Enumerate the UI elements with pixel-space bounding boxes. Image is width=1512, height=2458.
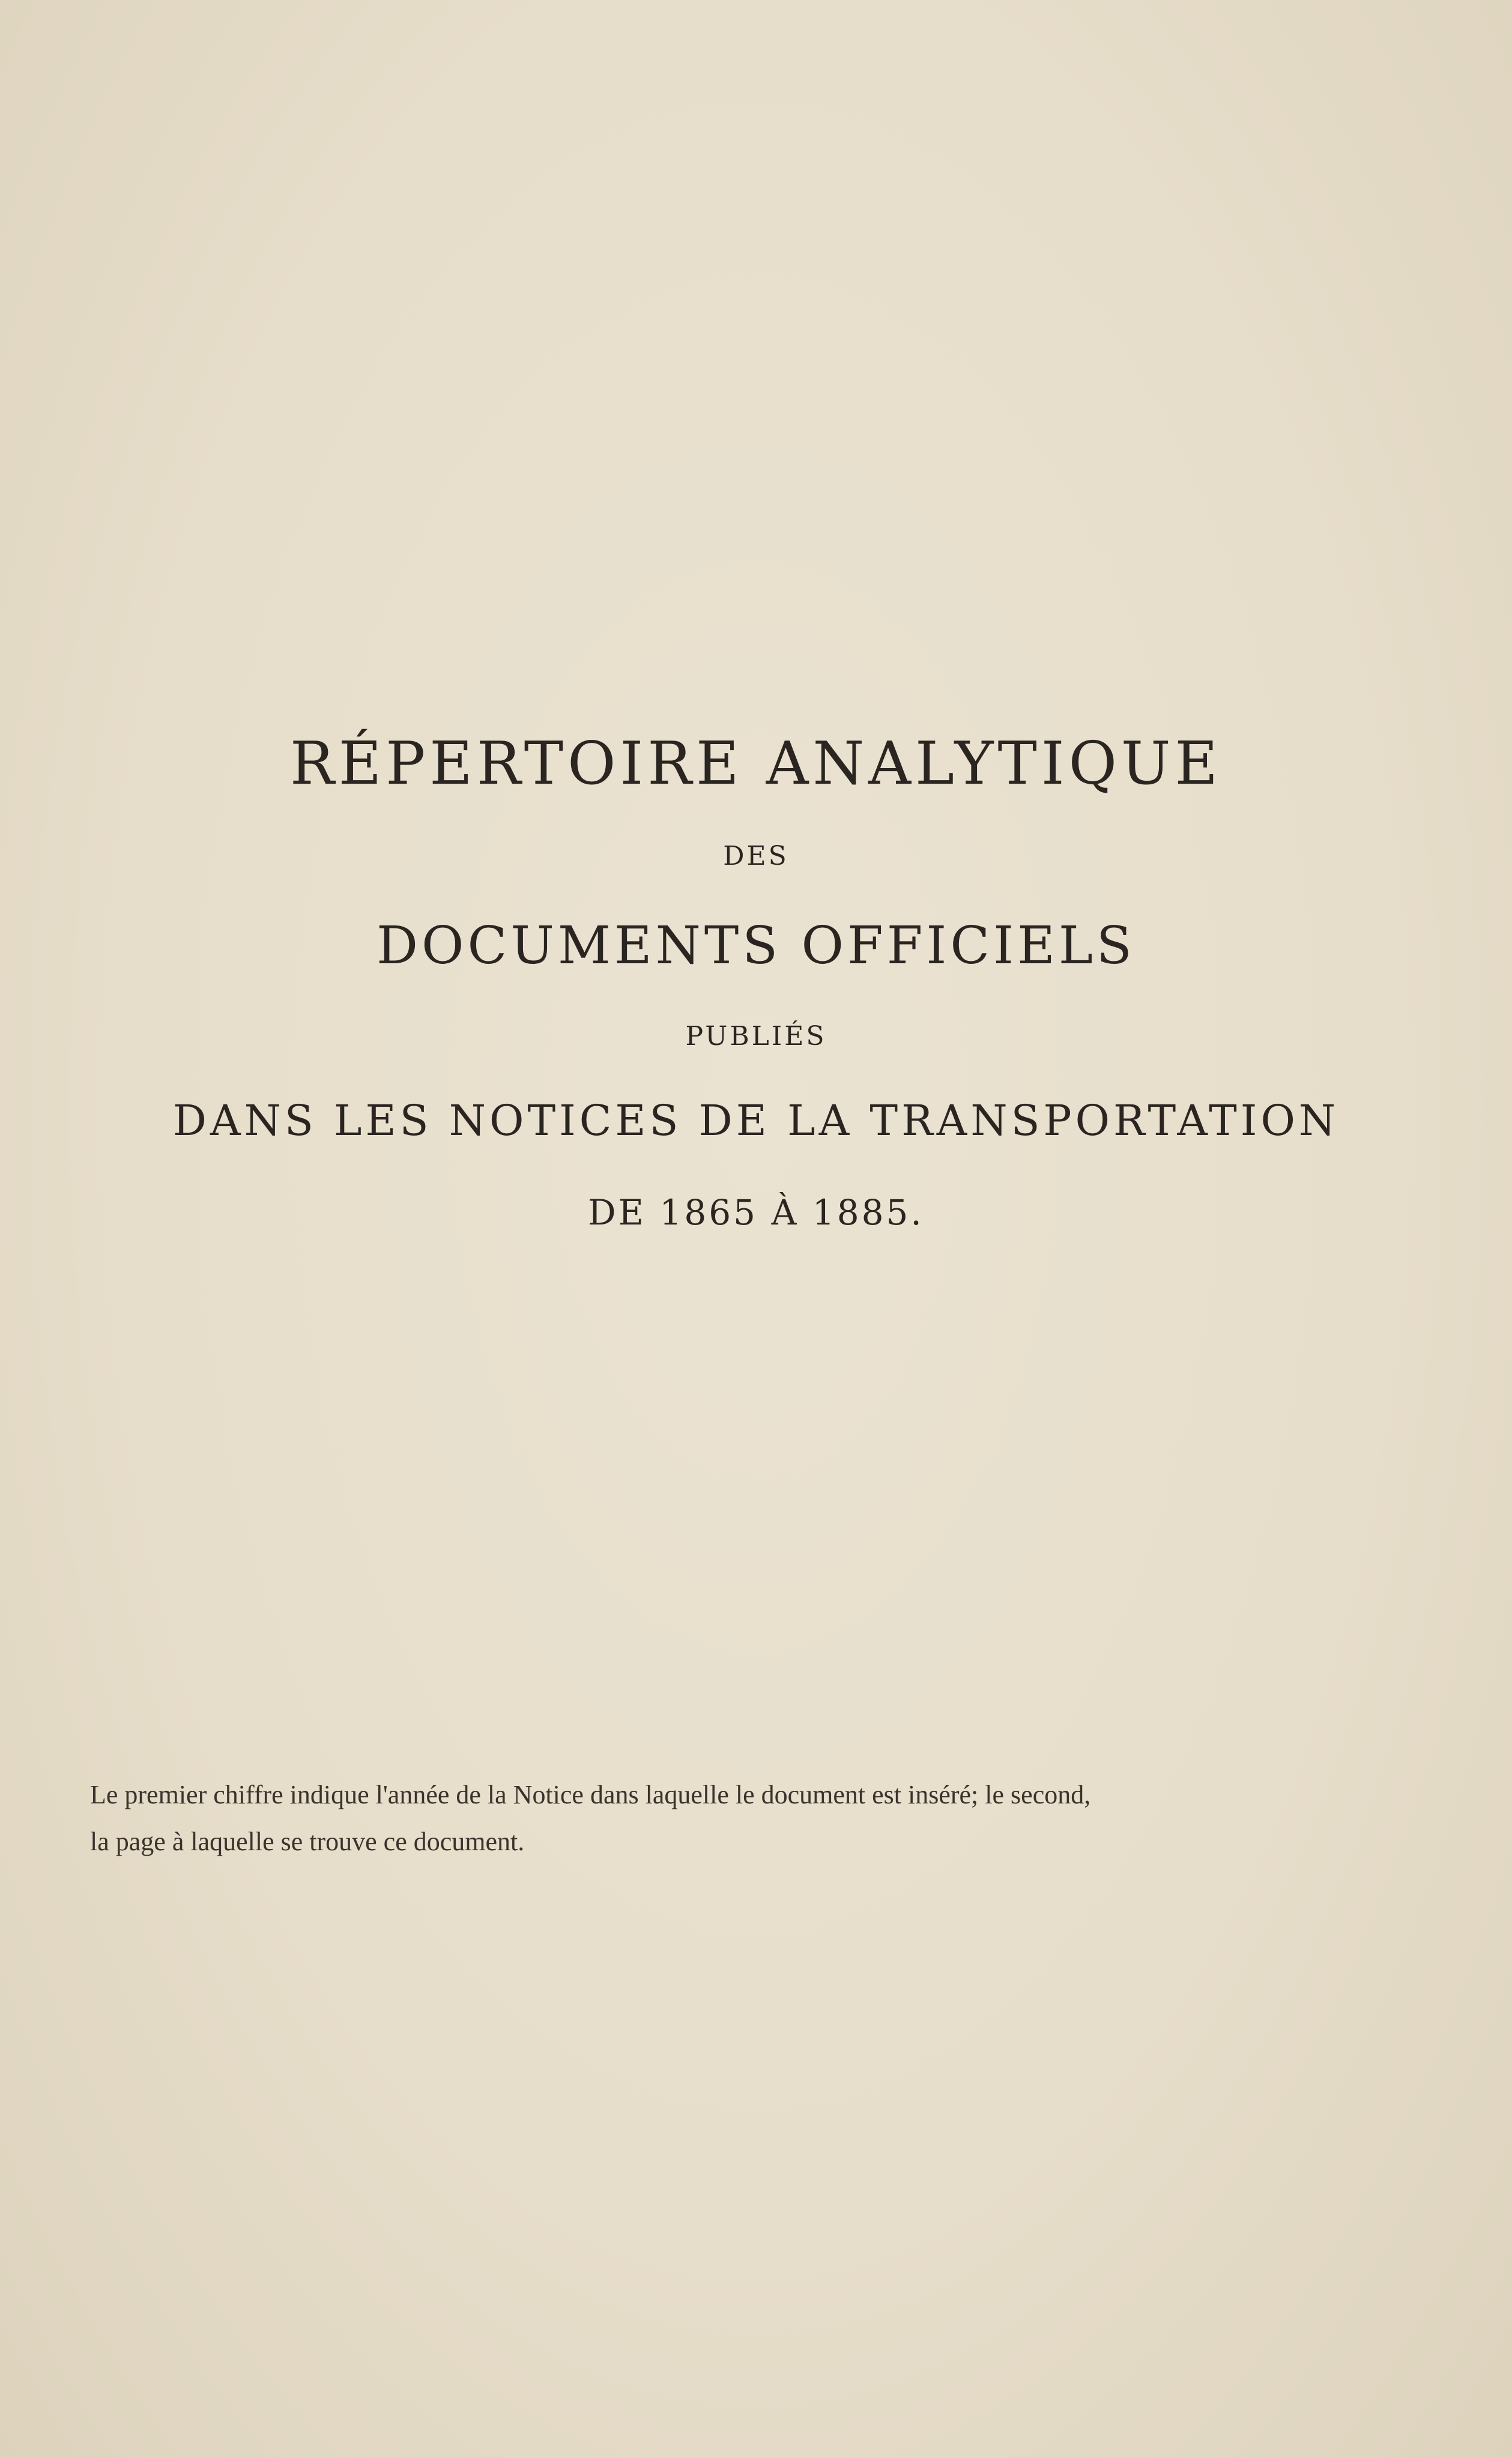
title-line-4: PUBLIÉS [685,1021,827,1052]
footnote-line-1: Le premier chiffre indique l'année de la Notice dans laquelle le document est inséré; le second, [90,1780,1091,1809]
title-line-1: RÉPERTOIRE ANALYTIQUE [289,730,1223,798]
title-line-5: DANS LES NOTICES DE LA TRANSPORTATION [172,1096,1340,1145]
title-line-6: DE 1865 À 1885. [588,1192,924,1233]
title-line-2: DES [723,841,789,871]
title-line-3: DOCUMENTS OFFICIELS [376,916,1136,976]
footnote [90,1772,1447,1865]
footnote-line-2: la page à laquelle se trouve ce document. [90,1827,525,1856]
